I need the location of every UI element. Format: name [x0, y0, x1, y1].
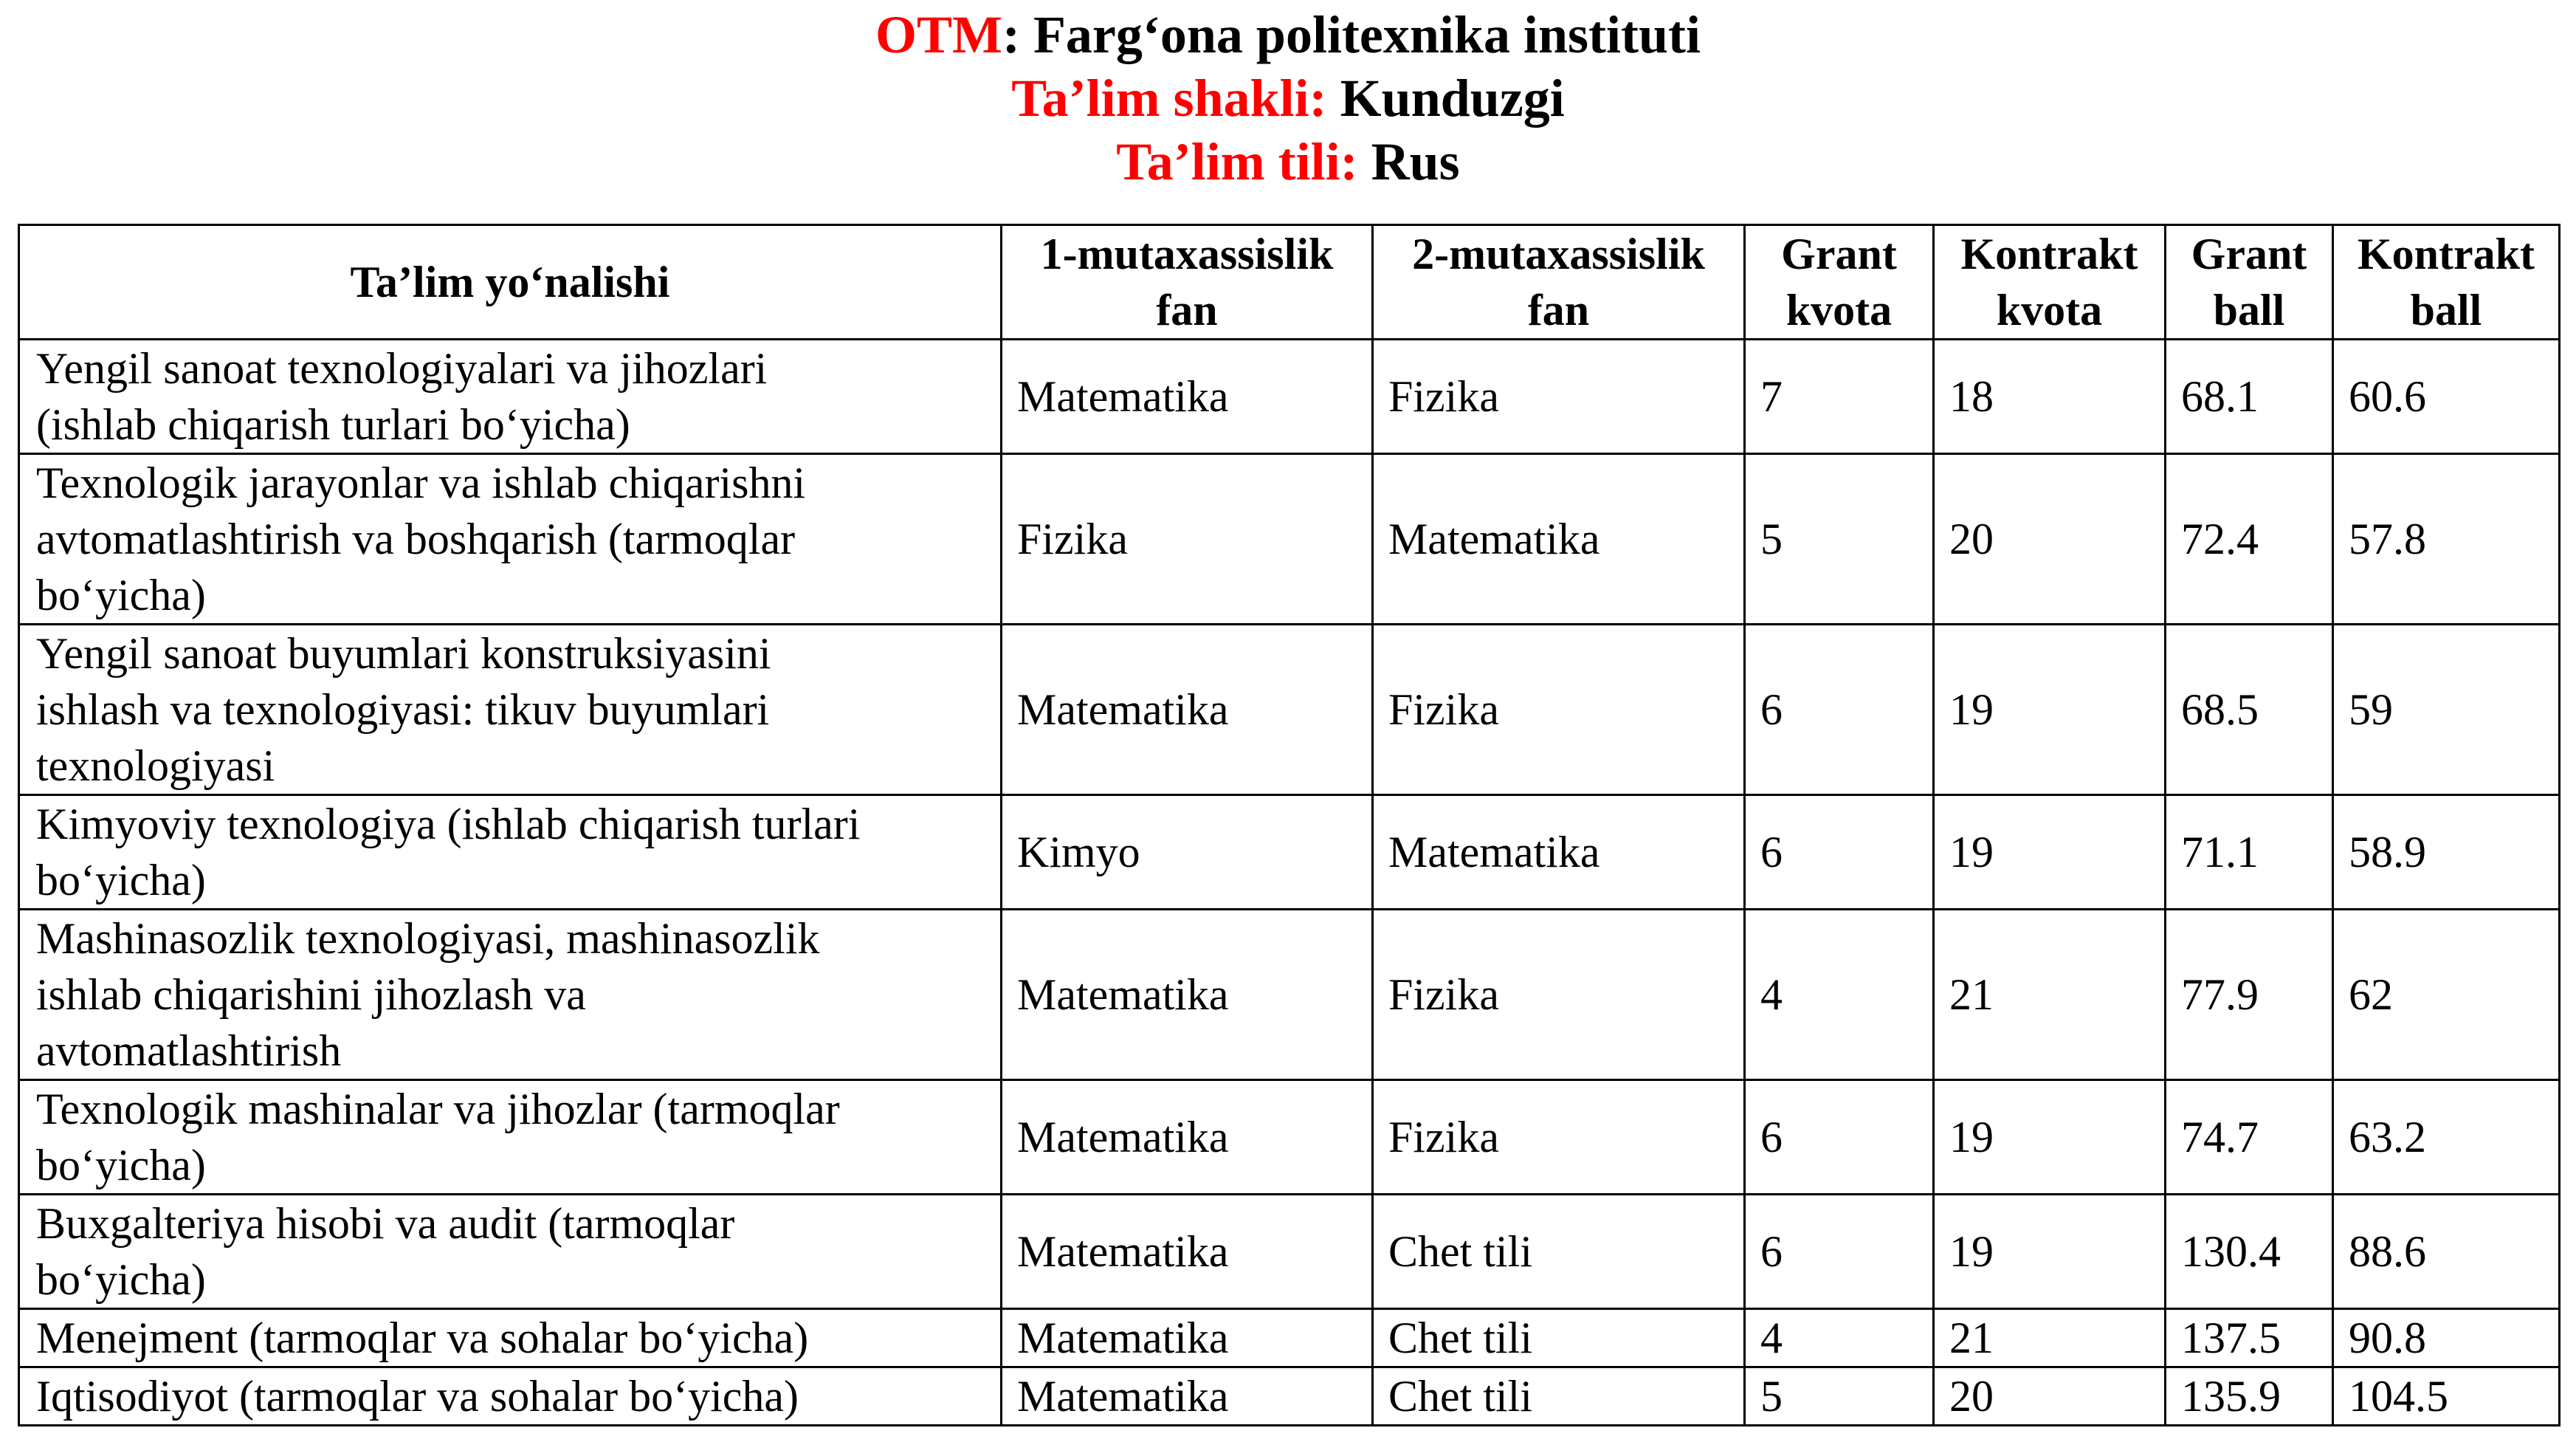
table-row	[19, 1195, 2560, 1309]
document-header	[0, 0, 2576, 193]
grant-score-cell: 68.1	[2166, 340, 2333, 454]
direction-line: Yengil sanoat texnologiyalari va jihozlari	[36, 344, 768, 393]
grant-quota-cell: 5	[1745, 454, 1934, 625]
column-header-line: kvota	[1785, 286, 1893, 334]
study-form-label: Ta’lim shakli:	[1011, 69, 1327, 128]
study-language-value: Rus	[1357, 132, 1460, 191]
direction-line: avtomatlashtirish va boshqarish (tarmoqlar	[36, 515, 796, 563]
direction-cell	[19, 454, 1002, 625]
table-row	[19, 454, 2560, 625]
subject-1-cell: Fizika	[1002, 454, 1373, 625]
direction-line: ishlab chiqarishini jihozlash va	[36, 970, 586, 1019]
subject-2-cell: Fizika	[1373, 1080, 1745, 1195]
subject-1-cell: Matematika	[1002, 625, 1373, 795]
direction-line: Texnologik jarayonlar va ishlab chiqarishni	[36, 459, 806, 507]
direction-cell	[19, 625, 1002, 795]
subject-2-cell: Matematika	[1373, 454, 1745, 625]
column-header-line: kvota	[1996, 286, 2103, 334]
admission-quota-table	[18, 224, 2560, 1426]
column-header-grant-quota	[1745, 225, 1934, 340]
direction-line: avtomatlashtirish	[36, 1026, 342, 1075]
subject-1-cell: Matematika	[1002, 910, 1373, 1080]
grant-quota-cell: 6	[1745, 1080, 1934, 1195]
contract-score-cell: 58.9	[2333, 795, 2560, 910]
contract-quota-cell: 18	[1934, 340, 2166, 454]
table-row	[19, 910, 2560, 1080]
subject-2-cell: Matematika	[1373, 795, 1745, 910]
direction-cell	[19, 1195, 1002, 1309]
grant-score-cell: 72.4	[2166, 454, 2333, 625]
university-separator: :	[1002, 5, 1033, 64]
grant-score-cell: 137.5	[2166, 1309, 2333, 1367]
direction-line: (ishlab chiqarish turlari bo‘yicha)	[36, 400, 630, 449]
subject-1-cell: Matematika	[1002, 340, 1373, 454]
column-header-line: Grant	[2191, 230, 2307, 278]
table-row	[19, 1309, 2560, 1367]
contract-quota-cell: 21	[1934, 910, 2166, 1080]
column-header-subject-1	[1002, 225, 1373, 340]
contract-quota-cell: 19	[1934, 625, 2166, 795]
subject-1-cell: Matematika	[1002, 1195, 1373, 1309]
direction-line: Menejment (tarmoqlar va sohalar bo‘yicha)	[36, 1314, 809, 1362]
grant-score-cell: 130.4	[2166, 1195, 2333, 1309]
direction-line: bo‘yicha)	[36, 1255, 206, 1304]
subject-2-cell: Fizika	[1373, 625, 1745, 795]
direction-line: Buxgalteriya hisobi va audit (tarmoqlar	[36, 1199, 735, 1248]
column-header-line: ball	[2213, 286, 2285, 334]
table-row	[19, 1367, 2560, 1426]
grant-score-cell: 135.9	[2166, 1367, 2333, 1426]
contract-quota-cell: 21	[1934, 1309, 2166, 1367]
direction-line: bo‘yicha)	[36, 856, 206, 904]
column-header-line: Grant	[1781, 230, 1897, 278]
grant-quota-cell: 6	[1745, 1195, 1934, 1309]
grant-score-cell: 68.5	[2166, 625, 2333, 795]
grant-quota-cell: 5	[1745, 1367, 1934, 1426]
grant-quota-cell: 4	[1745, 910, 1934, 1080]
subject-1-cell: Matematika	[1002, 1080, 1373, 1195]
grant-score-cell: 74.7	[2166, 1080, 2333, 1195]
direction-cell	[19, 1367, 1002, 1426]
direction-line: bo‘yicha)	[36, 1141, 206, 1189]
column-header-line: ball	[2410, 286, 2482, 334]
column-header-contract-quota	[1934, 225, 2166, 340]
study-form-line	[0, 66, 2576, 130]
column-header-line: Kontrakt	[1960, 230, 2138, 278]
grant-quota-cell: 4	[1745, 1309, 1934, 1367]
direction-cell	[19, 340, 1002, 454]
direction-cell	[19, 1080, 1002, 1195]
contract-quota-cell: 19	[1934, 1080, 2166, 1195]
contract-quota-cell: 20	[1934, 1367, 2166, 1426]
contract-score-cell: 104.5	[2333, 1367, 2560, 1426]
university-name: Farg‘ona politexnika instituti	[1033, 5, 1701, 64]
contract-score-cell: 88.6	[2333, 1195, 2560, 1309]
column-header-contract-score	[2333, 225, 2560, 340]
grant-score-cell: 77.9	[2166, 910, 2333, 1080]
column-header-line: Ta’lim yo‘nalishi	[350, 258, 670, 306]
subject-1-cell: Kimyo	[1002, 795, 1373, 910]
subject-2-cell: Chet tili	[1373, 1195, 1745, 1309]
direction-line: Kimyoviy texnologiya (ishlab chiqarish turlari	[36, 800, 861, 848]
column-header-line: fan	[1156, 286, 1218, 334]
direction-line: Yengil sanoat buyumlari konstruksiyasini	[36, 629, 771, 678]
university-label: OTM	[875, 5, 1002, 64]
table-body	[19, 340, 2560, 1426]
subject-2-cell: Fizika	[1373, 340, 1745, 454]
table-header-row	[19, 225, 2560, 340]
direction-cell	[19, 910, 1002, 1080]
contract-score-cell: 57.8	[2333, 454, 2560, 625]
subject-1-cell: Matematika	[1002, 1367, 1373, 1426]
grant-quota-cell: 7	[1745, 340, 1934, 454]
direction-line: texnologiyasi	[36, 741, 275, 790]
study-language-line	[0, 130, 2576, 193]
contract-score-cell: 59	[2333, 625, 2560, 795]
column-header-grant-score	[2166, 225, 2333, 340]
direction-cell	[19, 1309, 1002, 1367]
direction-line: Iqtisodiyot (tarmoqlar va sohalar bo‘yicha)	[36, 1372, 799, 1421]
column-header-line: Kontrakt	[2358, 230, 2535, 278]
column-header-subject-2	[1373, 225, 1745, 340]
column-header-line: 2-mutaxassislik	[1412, 230, 1705, 278]
subject-2-cell: Chet tili	[1373, 1309, 1745, 1367]
table-row	[19, 340, 2560, 454]
university-line	[0, 3, 2576, 66]
subject-2-cell: Fizika	[1373, 910, 1745, 1080]
grant-score-cell: 71.1	[2166, 795, 2333, 910]
column-header-line: fan	[1527, 286, 1590, 334]
subject-1-cell: Matematika	[1002, 1309, 1373, 1367]
contract-quota-cell: 19	[1934, 1195, 2166, 1309]
contract-score-cell: 62	[2333, 910, 2560, 1080]
direction-line: Mashinasozlik texnologiyasi, mashinasozlik	[36, 914, 820, 963]
contract-score-cell: 60.6	[2333, 340, 2560, 454]
direction-line: Texnologik mashinalar va jihozlar (tarmoqlar	[36, 1085, 840, 1133]
table-row	[19, 625, 2560, 795]
contract-score-cell: 90.8	[2333, 1309, 2560, 1367]
table-row	[19, 795, 2560, 910]
direction-line: bo‘yicha)	[36, 571, 206, 619]
study-form-value: Kunduzgi	[1326, 69, 1565, 128]
column-header-direction	[19, 225, 1002, 340]
direction-cell	[19, 795, 1002, 910]
subject-2-cell: Chet tili	[1373, 1367, 1745, 1426]
grant-quota-cell: 6	[1745, 625, 1934, 795]
table-row	[19, 1080, 2560, 1195]
contract-quota-cell: 19	[1934, 795, 2166, 910]
grant-quota-cell: 6	[1745, 795, 1934, 910]
study-language-label: Ta’lim tili:	[1116, 132, 1358, 191]
direction-line: ishlash va texnologiyasi: tikuv buyumlari	[36, 685, 770, 734]
contract-quota-cell: 20	[1934, 454, 2166, 625]
contract-score-cell: 63.2	[2333, 1080, 2560, 1195]
column-header-line: 1-mutaxassislik	[1040, 230, 1334, 278]
